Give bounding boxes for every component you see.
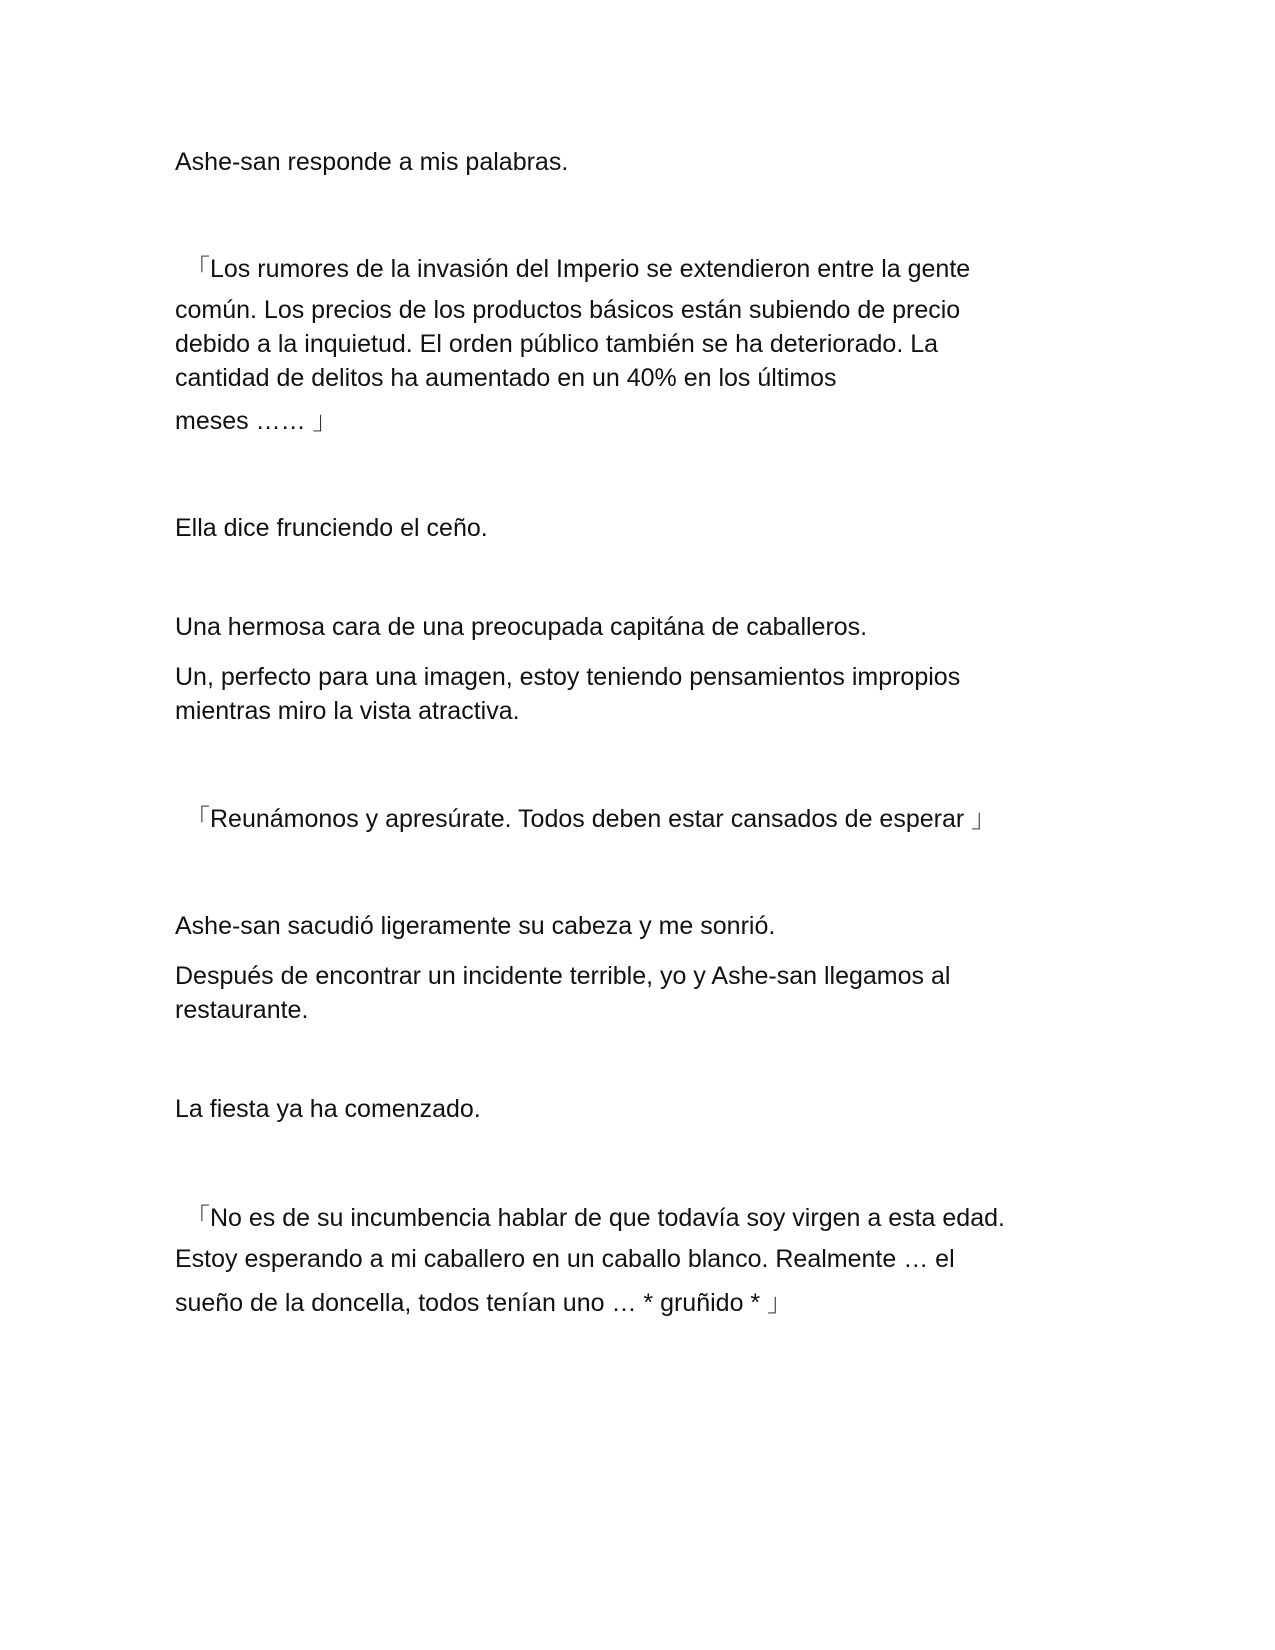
paragraph-narration-6-line-2: restaurante.	[175, 996, 309, 1024]
paragraph-narration-1: Ashe-san responde a mis palabras.	[175, 148, 569, 176]
paragraph-narration-3: Una hermosa cara de una preocupada capitána de caballeros.	[175, 613, 868, 641]
paragraph-narration-2: Ella dice frunciendo el ceño.	[175, 514, 488, 542]
paragraph-narration-6-line-1: Después de encontrar un incidente terrible, yo y Ashe-san llegamos al	[175, 962, 951, 990]
paragraph-narration-7: La fiesta ya ha comenzado.	[175, 1095, 481, 1123]
dialogue-line-6: 「Reunámonos y apresúrate. Todos deben estar cansados de esperar 」	[185, 805, 997, 833]
paragraph-narration-4-line-1: Un, perfecto para una imagen, estoy teniendo pensamientos impropios	[175, 663, 961, 691]
paragraph-narration-5: Ashe-san sacudió ligeramente su cabeza y me sonrió.	[175, 912, 776, 940]
dialogue-line-2: común. Los precios de los productos básicos están subiendo de precio	[175, 296, 961, 324]
dialogue-line-5: meses …… 」	[175, 407, 338, 435]
dialogue-line-4: cantidad de delitos ha aumentado en un 40% en los últimos	[175, 364, 837, 392]
dialogue-line-9: sueño de la doncella, todos tenían uno … * gruñido * 」	[175, 1289, 793, 1317]
dialogue-line-8: Estoy esperando a mi caballero en un caballo blanco. Realmente … el	[175, 1245, 955, 1273]
dialogue-line-7: 「No es de su incumbencia hablar de que todavía soy virgen a esta edad.	[185, 1204, 1005, 1232]
dialogue-line-1: 「Los rumores de la invasión del Imperio se extendieron entre la gente	[185, 255, 971, 283]
dialogue-line-3: debido a la inquietud. El orden público también se ha deteriorado. La	[175, 330, 939, 358]
paragraph-narration-4-line-2: mientras miro la vista atractiva.	[175, 697, 520, 725]
